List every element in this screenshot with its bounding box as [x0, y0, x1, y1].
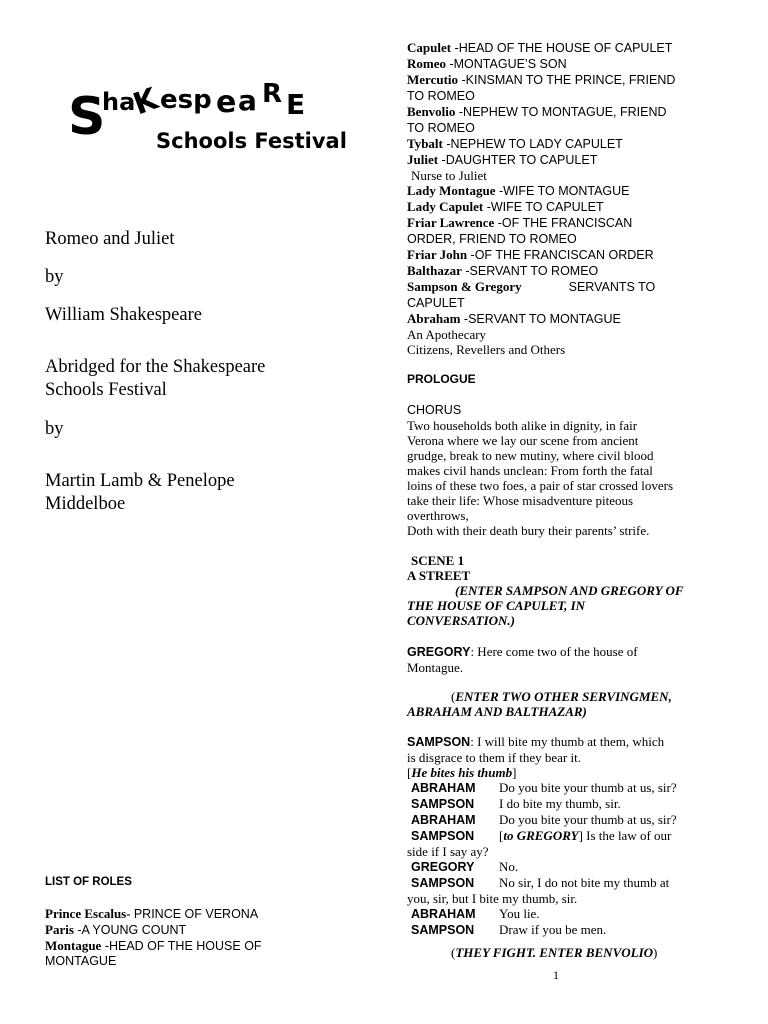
bracket: [ [407, 765, 412, 780]
role-sep: - [126, 906, 134, 921]
role-entry [407, 104, 727, 120]
prologue-line: grudge, break to new mutiny, where civil blood [407, 448, 654, 463]
role-desc: HEAD OF THE HOUSE OF [108, 939, 262, 953]
scene-block [407, 553, 727, 628]
role-name: Tybalt [407, 136, 443, 151]
speaker-name: SAMPSON [411, 829, 475, 843]
stage-direction: (ENTER SAMPSON AND GREGORY OF [455, 583, 684, 598]
role-entry [45, 922, 262, 938]
dialogue-line [407, 859, 727, 875]
dialogue-line [407, 812, 727, 828]
role-desc: -WIFE TO MONTAGUE [495, 184, 630, 198]
role-name: Capulet [407, 40, 452, 55]
role-desc: -HEAD OF THE HOUSE OF CAPULET [451, 41, 673, 55]
role-sep: - [73, 923, 82, 937]
page-number: 1 [553, 968, 559, 982]
role-entry [407, 295, 727, 311]
speech-text: No sir, I do not bite my thumb at [499, 875, 670, 890]
role-entry [407, 342, 727, 357]
role-entry [407, 279, 727, 295]
speech-text: No. [499, 859, 519, 874]
dialogue-line [407, 780, 727, 796]
role-desc-cont: MONTAGUE [45, 954, 117, 968]
role-desc: SERVANTS TO [568, 280, 656, 294]
speech-text: side if I say ay? [407, 844, 489, 859]
role-sep: - [101, 939, 109, 953]
dialogue-line [407, 828, 727, 844]
role-desc: -SERVANT TO MONTAGUE [460, 312, 621, 326]
role-desc: Citizens, Revellers and Others [407, 342, 566, 357]
role-entry [407, 120, 727, 136]
role-desc: -DAUGHTER TO CAPULET [438, 153, 598, 167]
speaker-name: ABRAHAM [411, 907, 476, 921]
role-name: Juliet [407, 152, 439, 167]
stage-direction: THEY FIGHT. ENTER BENVOLIO [455, 945, 654, 960]
role-desc: -OF THE FRANCISCAN [494, 216, 633, 230]
role-entry [407, 231, 727, 247]
role-name: Lady Montague [407, 183, 496, 198]
logo-letter-e2: E [286, 88, 306, 121]
role-desc: -NEPHEW TO LADY CAPULET [442, 137, 623, 151]
role-desc: -MONTAGUE’S SON [446, 57, 567, 71]
role-entry [45, 906, 262, 922]
paren: ( [451, 689, 456, 704]
festival-logo [56, 68, 376, 166]
left-roles-list [45, 906, 262, 969]
role-desc: Nurse to Juliet [411, 168, 487, 183]
role-name: Balthazar [407, 263, 462, 278]
direction-3 [407, 945, 727, 960]
role-entry [407, 168, 727, 183]
to-gregory: to GREGORY [503, 828, 579, 843]
speech-text: you, sir, but I bite my thumb, sir. [407, 891, 578, 906]
prologue-line: overthrows, [407, 508, 469, 523]
scene-place: A STREET [407, 568, 471, 583]
by-label-2: by [45, 419, 64, 439]
logo-letter-r: R [262, 79, 283, 109]
role-entry [407, 183, 727, 199]
scene-title: SCENE 1 [411, 553, 465, 568]
role-entry [407, 247, 727, 263]
role-desc: -SERVANT TO ROMEO [461, 264, 599, 278]
prologue-line: loins of these two foes, a pair of star crossed lovers [407, 478, 674, 493]
role-entry [407, 327, 727, 342]
logo-letters-esp: esp [160, 85, 212, 115]
speaker-name: SAMPSON [407, 735, 471, 749]
adapters-line-1: Martin Lamb & Penelope [45, 471, 235, 491]
prologue-line: makes civil hands unclean: From forth the fatal [407, 463, 653, 478]
logo-graphic [56, 68, 376, 166]
speech-text: Montague. [407, 660, 463, 675]
stage-direction: ENTER TWO OTHER SERVINGMEN, [455, 689, 672, 704]
speaker-name: SAMPSON [411, 876, 475, 890]
speaker-name: GREGORY [407, 645, 471, 659]
adapters-line-2: Middelboe [45, 494, 126, 514]
role-entry [407, 56, 727, 72]
speech-text: Draw if you be men. [499, 922, 607, 937]
speaker-name: SAMPSON [411, 923, 475, 937]
role-entry [407, 136, 727, 152]
speech-text: ] Is the law of our [578, 828, 672, 843]
role-entry [407, 263, 727, 279]
role-name: Friar John [407, 247, 468, 262]
speech-text: : Here come two of the house of [470, 644, 638, 659]
role-entry [45, 938, 262, 954]
prologue-line: Doth with their death bury their parents’ strife. [407, 523, 650, 538]
role-desc: -OF THE FRANCISCAN ORDER [467, 248, 654, 262]
role-entry [407, 199, 727, 215]
chorus-label: CHORUS [407, 403, 462, 417]
role-entry [407, 152, 727, 168]
role-desc: A YOUNG COUNT [81, 923, 187, 937]
role-desc: -KINSMAN TO THE PRINCE, FRIEND [458, 73, 676, 87]
dialogue-block [407, 734, 727, 938]
role-name: Romeo [407, 56, 446, 71]
role-entry [407, 88, 727, 104]
speaker-name: ABRAHAM [411, 813, 476, 827]
direction-2 [407, 689, 727, 719]
speech-text: Do you bite your thumb at us, sir? [499, 780, 677, 795]
logo-letter-a: a [238, 84, 257, 117]
role-desc: TO ROMEO [407, 89, 475, 103]
dialogue-line [407, 922, 727, 938]
role-desc: An Apothecary [407, 327, 487, 342]
speech-text: is disgrace to them if they bear it. [407, 750, 582, 765]
logo-letter-k: K [128, 81, 163, 123]
right-roles-list [407, 40, 727, 357]
stage-direction: CONVERSATION.) [407, 613, 515, 628]
speaker-name: ABRAHAM [411, 781, 476, 795]
role-desc: -WIFE TO CAPULET [483, 200, 604, 214]
bites-direction: He bites his thumb [411, 765, 513, 780]
role-desc: PRINCE OF VERONA [133, 907, 259, 921]
roles-heading: LIST OF ROLES [45, 876, 132, 888]
prologue-line: Verona where we lay our scene from ancient [407, 433, 639, 448]
role-name: Friar Lawrence [407, 215, 495, 230]
dialogue-line [407, 796, 727, 812]
role-entry [407, 40, 727, 56]
role-entry [407, 311, 727, 327]
role-name: Sampson & Gregory [407, 279, 522, 294]
paren: ( [451, 945, 456, 960]
abridged-line-1: Abridged for the Shakespeare [45, 357, 266, 377]
role-desc: -NEPHEW TO MONTAGUE, FRIEND [455, 105, 667, 119]
bracket: ] [512, 765, 517, 780]
stage-direction: THE HOUSE OF CAPULET, IN [407, 598, 586, 613]
logo-subtitle: Schools Festival [156, 129, 347, 153]
logo-letter-e: e [216, 85, 237, 120]
speech-text: You lie. [499, 906, 540, 921]
logo-letter-s: S [68, 87, 106, 147]
role-name: Prince Escalus [45, 906, 127, 921]
role-desc: CAPULET [407, 296, 465, 310]
paren: ) [653, 945, 658, 960]
author-name: William Shakespeare [45, 305, 202, 325]
prologue-heading: PROLOGUE [407, 372, 476, 386]
role-name: Benvolio [407, 104, 456, 119]
logo-letters-ha: ha [102, 88, 136, 116]
speaker-name: GREGORY [411, 860, 475, 874]
role-name: Abraham [407, 311, 461, 326]
role-name: Mercutio [407, 72, 459, 87]
role-entry [407, 215, 727, 231]
role-name: Lady Capulet [407, 199, 484, 214]
dialogue-line [407, 875, 727, 891]
role-entry [407, 72, 727, 88]
dialogue-line [407, 906, 727, 922]
role-desc: TO ROMEO [407, 121, 475, 135]
prologue-line: Two households both alike in dignity, in fair [407, 418, 638, 433]
play-title: Romeo and Juliet [45, 229, 175, 249]
abridged-line-2: Schools Festival [45, 380, 167, 400]
role-name: Paris [45, 922, 74, 937]
by-label-1: by [45, 267, 64, 287]
prologue-text [407, 403, 727, 538]
prologue-line: take their life: Whose misadventure piteous [407, 493, 634, 508]
role-name: Montague [45, 938, 102, 953]
bracket: [ [499, 828, 504, 843]
stage-direction: ABRAHAM AND BALTHAZAR) [407, 704, 587, 719]
role-desc: ORDER, FRIEND TO ROMEO [407, 232, 577, 246]
speech-text: I do bite my thumb, sir. [499, 796, 621, 811]
speech-text: : I will bite my thumb at them, which [470, 734, 665, 749]
speech-text: Do you bite your thumb at us, sir? [499, 812, 677, 827]
speaker-name: SAMPSON [411, 797, 475, 811]
gregory-speech [407, 644, 727, 675]
